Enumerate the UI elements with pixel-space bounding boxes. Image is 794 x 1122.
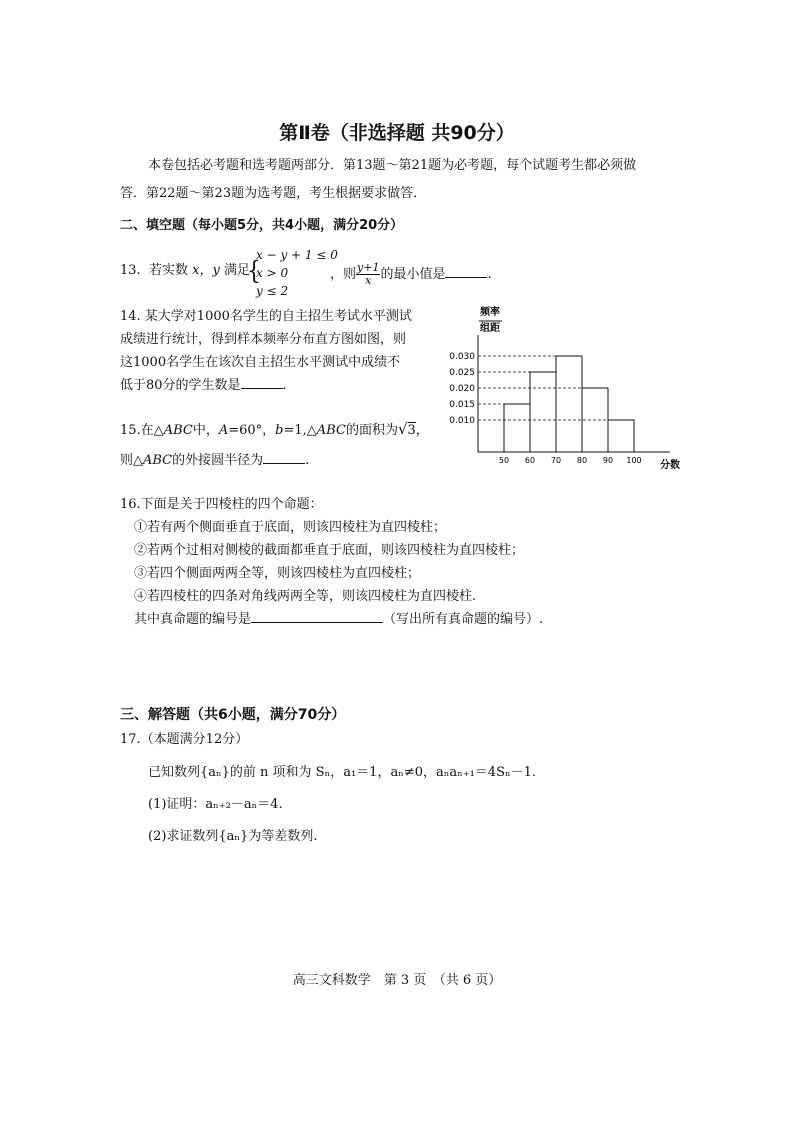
q15-t9: 的面积为 [345, 423, 398, 438]
intro-line-2: 答．第22题～第23题为选考题，考生根据要求做答． [120, 186, 427, 201]
x-tick-label: 60 [524, 456, 536, 465]
question-16 [120, 493, 543, 631]
histogram-bar [556, 356, 582, 452]
ylabel-top: 频率 [480, 307, 500, 318]
q15-t4: A [218, 423, 229, 438]
q16-answer-blank[interactable] [251, 622, 383, 623]
y-tick-label: 0.010 [449, 416, 475, 426]
q14-end: . [282, 378, 287, 393]
y-tick-label: 0.015 [449, 400, 475, 410]
q15-t3: 中， [192, 423, 219, 438]
q13-end: . [487, 267, 492, 282]
q15-t2: ABC [163, 423, 193, 438]
q13-vars: x，y [192, 263, 220, 278]
section-3-heading: 三、解答题（共6小题，满分70分） [120, 707, 346, 723]
q15-t10: ， [415, 423, 429, 438]
page-title: 第Ⅱ卷（非选择题 共90分） [279, 122, 515, 144]
q14-line-2: 成绩进行统计，得到样本频率分布直方图如图，则 [120, 332, 407, 347]
q14-line-1: 14. 某大学对1000名学生的自主招生考试水平测试 [120, 309, 412, 324]
q14-line-4 [120, 374, 412, 397]
q16-intro: 16.下面是关于四棱柱的四个命题： [120, 497, 323, 512]
sqrt-value: 3 [407, 423, 416, 438]
x-tick-label: 100 [626, 456, 642, 465]
q16-item-1: ①若有两个侧面垂直于底面，则该四棱柱为直四棱柱； [134, 520, 447, 535]
q17-part-2: (2)求证数列{aₙ}为等差数列. [148, 829, 318, 844]
q15-end: . [305, 453, 310, 468]
q13-text-d: 的最小值是 [380, 267, 446, 282]
sqrt-icon: √ [397, 420, 408, 438]
q16-item-3: ③若四个侧面两两全等，则该四棱柱为直四棱柱； [134, 566, 421, 581]
x-tick-label: 70 [550, 456, 562, 465]
q13-constraints [256, 246, 338, 300]
xlabel: 分数 [660, 460, 680, 471]
q15-t7: =1,△ [283, 423, 317, 438]
q13-text-c: ，则 [330, 267, 357, 282]
page-footer: 高三文科数学 第 3 页 （共 6 页） [292, 973, 502, 988]
constraint-2: x > 0 [256, 266, 289, 280]
constraint-1: x − y + 1 ≤ 0 [256, 248, 338, 262]
ylabel-bottom: 组距 [480, 323, 500, 334]
q17-stem: 已知数列{aₙ}的前 n 项和为 Sₙ，a₁＝1，aₙ≠0，aₙaₙ₊₁＝4Sₙ－1. [148, 765, 537, 780]
frequency-histogram [440, 300, 700, 475]
q15-t13: 的外接圆半径为 [172, 453, 264, 468]
q13-text-b: 满足 [223, 263, 250, 278]
q16-ask [120, 608, 543, 631]
q17-part-1: (1)证明：aₙ₊₂－aₙ＝4. [148, 797, 283, 812]
fraction-denominator: x [365, 274, 372, 287]
intro-line-1: 本卷包括必考题和选考题两部分．第13题～第21题为必考题，每个试题考生都必须做 [148, 158, 637, 173]
q13-label: 13. [120, 263, 141, 278]
section-2-heading: 二、填空题（每小题5分，共4小题，满分20分） [120, 218, 404, 233]
q13-text-a: 若实数 [148, 263, 188, 278]
q15-line-2 [120, 452, 309, 470]
y-tick-label: 0.020 [449, 384, 475, 394]
q16-item-2: ②若两个过相对侧棱的截面都垂直于底面，则该四棱柱为直四棱柱； [134, 543, 525, 558]
q13-answer-blank[interactable] [445, 277, 487, 278]
histogram-bar [530, 372, 556, 452]
q16-ask-b: （写出所有真命题的编号）. [383, 612, 544, 627]
y-tick-label: 0.030 [449, 352, 475, 362]
q15-t5: =60°， [228, 423, 276, 438]
q14-line-4-text: 低于80分的学生数是 [120, 378, 241, 393]
q15-t11: 则△ [120, 453, 143, 468]
q16-item-4: ④若四棱柱的四条对角线两两全等，则该四棱柱为直四棱柱. [134, 589, 477, 604]
fraction-numerator: y+1 [357, 261, 380, 274]
brace-icon: { [247, 257, 261, 286]
y-tick-label: 0.025 [449, 368, 475, 378]
x-tick-label: 90 [602, 456, 614, 465]
q15-t8: ABC [316, 423, 346, 438]
q17-header: 17.（本题满分12分） [120, 732, 249, 747]
x-tick-label: 50 [498, 456, 510, 465]
q15-line-1 [120, 420, 429, 440]
q14-answer-blank[interactable] [241, 388, 283, 389]
x-tick-label: 80 [576, 456, 588, 465]
q14-line-3: 这1000名学生在该次自主招生水平测试中成绩不 [120, 355, 401, 370]
histogram-bar [504, 404, 530, 452]
q13-tail [330, 262, 492, 287]
constraint-3: y ≤ 2 [256, 284, 289, 298]
question-13 [120, 262, 250, 280]
histogram-bar [608, 420, 634, 452]
q15-t1: 15.在△ [120, 423, 164, 438]
q15-t6: b [275, 423, 284, 438]
q16-ask-a: 其中真命题的编号是 [134, 612, 252, 627]
q15-t12: ABC [143, 453, 173, 468]
q13-fraction [356, 262, 380, 287]
question-14 [120, 305, 412, 397]
q15-answer-blank[interactable] [263, 463, 305, 464]
